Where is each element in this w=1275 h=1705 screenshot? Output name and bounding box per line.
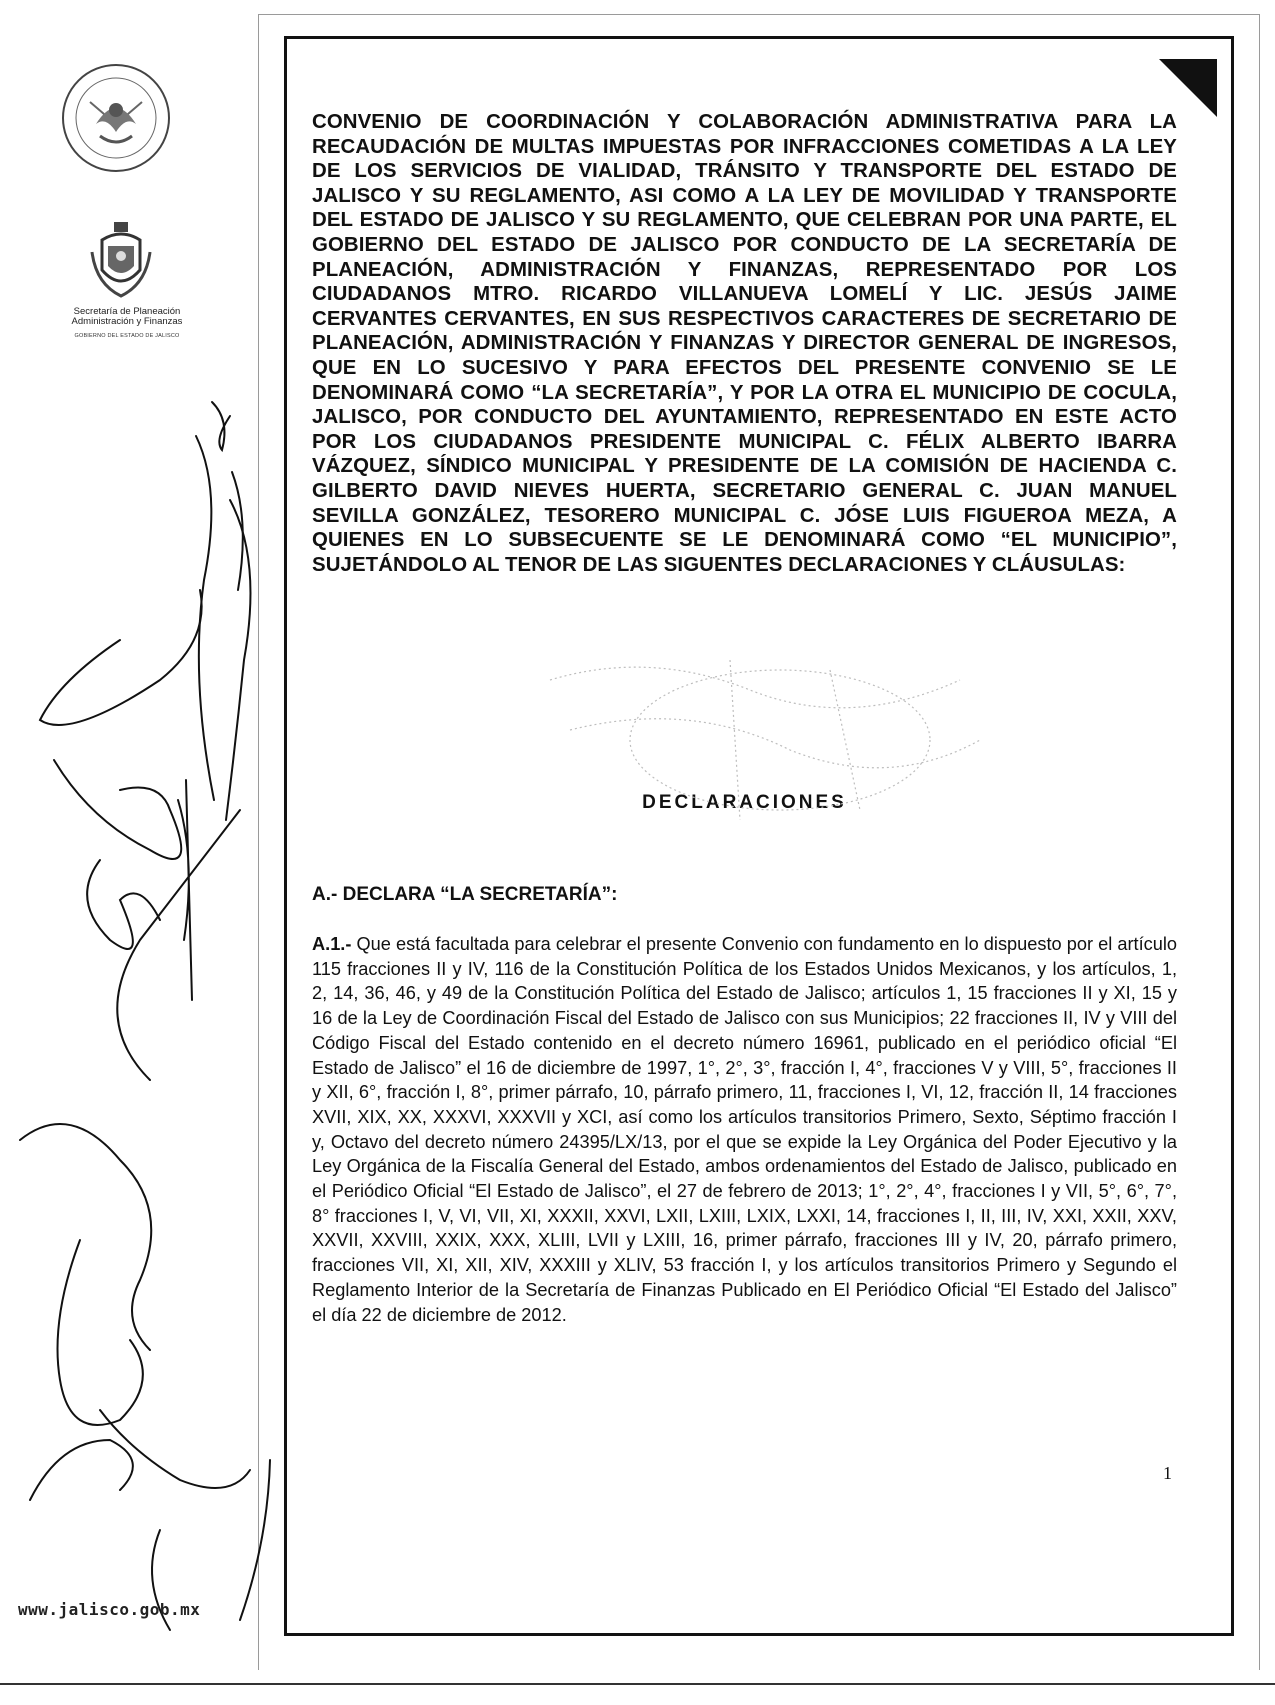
website-url: www.jalisco.gob.mx [18,1600,201,1619]
document-body [312,110,1177,1325]
jalisco-coat-of-arms-icon [90,222,152,300]
department-line-1: Secretaría de Planeación [73,306,181,317]
paragraph-number: A.1.- [312,934,352,954]
government-label: GOBIERNO DEL ESTADO DE JALISCO [74,333,180,339]
department-line-2: Administración y Finanzas [71,316,183,327]
declarations-heading: DECLARACIONES [642,792,847,813]
department-name [52,307,202,327]
left-margin [0,0,250,1705]
secretariat-declaration-heading: A.- DECLARA “LA SECRETARÍA”: [312,884,618,905]
paragraph-text: Que está facultada para celebrar el presente Convenio con fundamento en lo dispuesto por el artículo 115 fracciones II y IV, 116 de la Constitución Política de los Estados Unidos Mexicanos, y los artículos, 1, 2, 14, 36, 46, y 49 de la Constitución Política del Estado de Jalisco; artículos 1, 15 fracciones II y XI, 15 y 16 de la Ley de Coordinación Fiscal del Estado de Jalisco con sus Municipios; 22 fracciones II, IV y VIII del Código Fiscal del Estado contenido en el decreto número 16961, publicado en el periódico oficial “El Estado de Jalisco” el 16 de diciembre de 1997, 1°, 2°, 3°, fracción I, 4°, fracciones V y VIII, 5°, fracciones II y XII, 6°, fracción I, 8°, primer párrafo, 10, párrafo primero, 11, fracciones I, VI, 12, fracción II, 14 fracciones XVII, XIX, XX, XXXVI, XXXVII y XCI, así como los artículos transitorios Primero, Sexto, Séptimo fracción I y, Octavo del decreto número 24395/LX/13, por el que se expide la Ley Orgánica del Poder Ejecutivo y la Ley Orgánica de la Fiscalía General del Estado, ambos ordenamientos del Estado de Jalisco, publicado en el Periódico Oficial “El Estado de Jalisco”, el 27 de febrero de 2013; 1°, 2°, 4°, fracciones I y VII, 5°, 6°, 7°, 8° fracciones I, V, VI, VII, XI, XXXII, XXVI, LXII, LXIII, LXIX, LXXI, 14, fracciones I, II, III, IV, XXI, XXII, XXV, XXVII, XXVIII, XXIX, XXX, XLIII, LVII y LXIII, 16, primer párrafo, fracciones III y IV, 20, párrafo primero, fracciones VII, XI, XII, XIV, XXXIII y XLIV, 53 fracción I, y los artículos transitorios Primero y Segundo el Reglamento Interior de la Secretaría de Finanzas Publicado en El Periódico Oficial “El Estado del Jalisco” el día 22 de diciembre de 2012. [312,934,1177,1325]
corner-fold-mark [1159,59,1217,117]
bottom-scan-edge [0,1683,1275,1685]
national-seal-icon [60,62,172,174]
agreement-title: CONVENIO DE COORDINACIÓN Y COLABORACIÓN ADMINISTRATIVA PARA LA RECAUDACIÓN DE MULTAS IMPUESTAS POR INFRACCIONES COMETIDAS A LA LEY DE LOS SERVICIOS DE VIALIDAD, TRÁNSITO Y TRANSPORTE DEL ESTADO DE JALISCO Y SU REGLAMENTO, ASI COMO A LA LEY DE MOVILIDAD Y TRANSPORTE DEL ESTADO DE JALISCO Y SU REGLAMENTO, QUE CELEBRAN POR UNA PARTE, EL GOBIERNO DEL ESTADO DE JALISCO POR CONDUCTO DE LA SECRETARÍA DE PLANEACIÓN, ADMINISTRACIÓN Y FINANZAS, REPRESENTADO POR LOS CIUDADANOS MTRO. RICARDO VILLANUEVA LOMELÍ Y LIC. JESÚS JAIME CERVANTES CERVANTES, EN SUS RESPECTIVOS CARACTERES DE SECRETARIO DE PLANEACIÓN, ADMINISTRACIÓN Y FINANZAS Y DIRECTOR GENERAL DE INGRESOS, QUE EN LO SUCESIVO Y PARA EFECTOS DEL PRESENTE CONVENIO SE LE DENOMINARÁ COMO “LA SECRETARÍA”, Y POR LA OTRA EL MUNICIPIO DE COCULA, JALISCO, POR CONDUCTO DEL AYUNTAMIENTO, REPRESENTADO EN ESTE ACTO POR LOS CIUDADANOS PRESIDENTE MUNICIPAL C. FÉLIX ALBERTO IBARRA VÁZQUEZ, SÍNDICO MUNICIPAL Y PRESIDENTE DE LA COMISIÓN DE HACIENDA C. GILBERTO DAVID NIEVES HUERTA, SECRETARIO GENERAL C. JUAN MANUEL SEVILLA GONZÁLEZ, TESORERO MUNICIPAL C. JÓSE LUIS FIGUEROA MEZA, A QUIENES EN LO SUBSECUENTE SE LE DENOMINARÁ COMO “EL MUNICIPIO”, SUJETÁNDOLO AL TENOR DE LAS SIGUENTES DECLARACIONES Y CLÁUSULAS: [312,111,1177,576]
page-number: 1 [1163,1463,1172,1483]
handwritten-signatures [0,380,300,1680]
declaration-a1-paragraph [312,932,1177,1327]
